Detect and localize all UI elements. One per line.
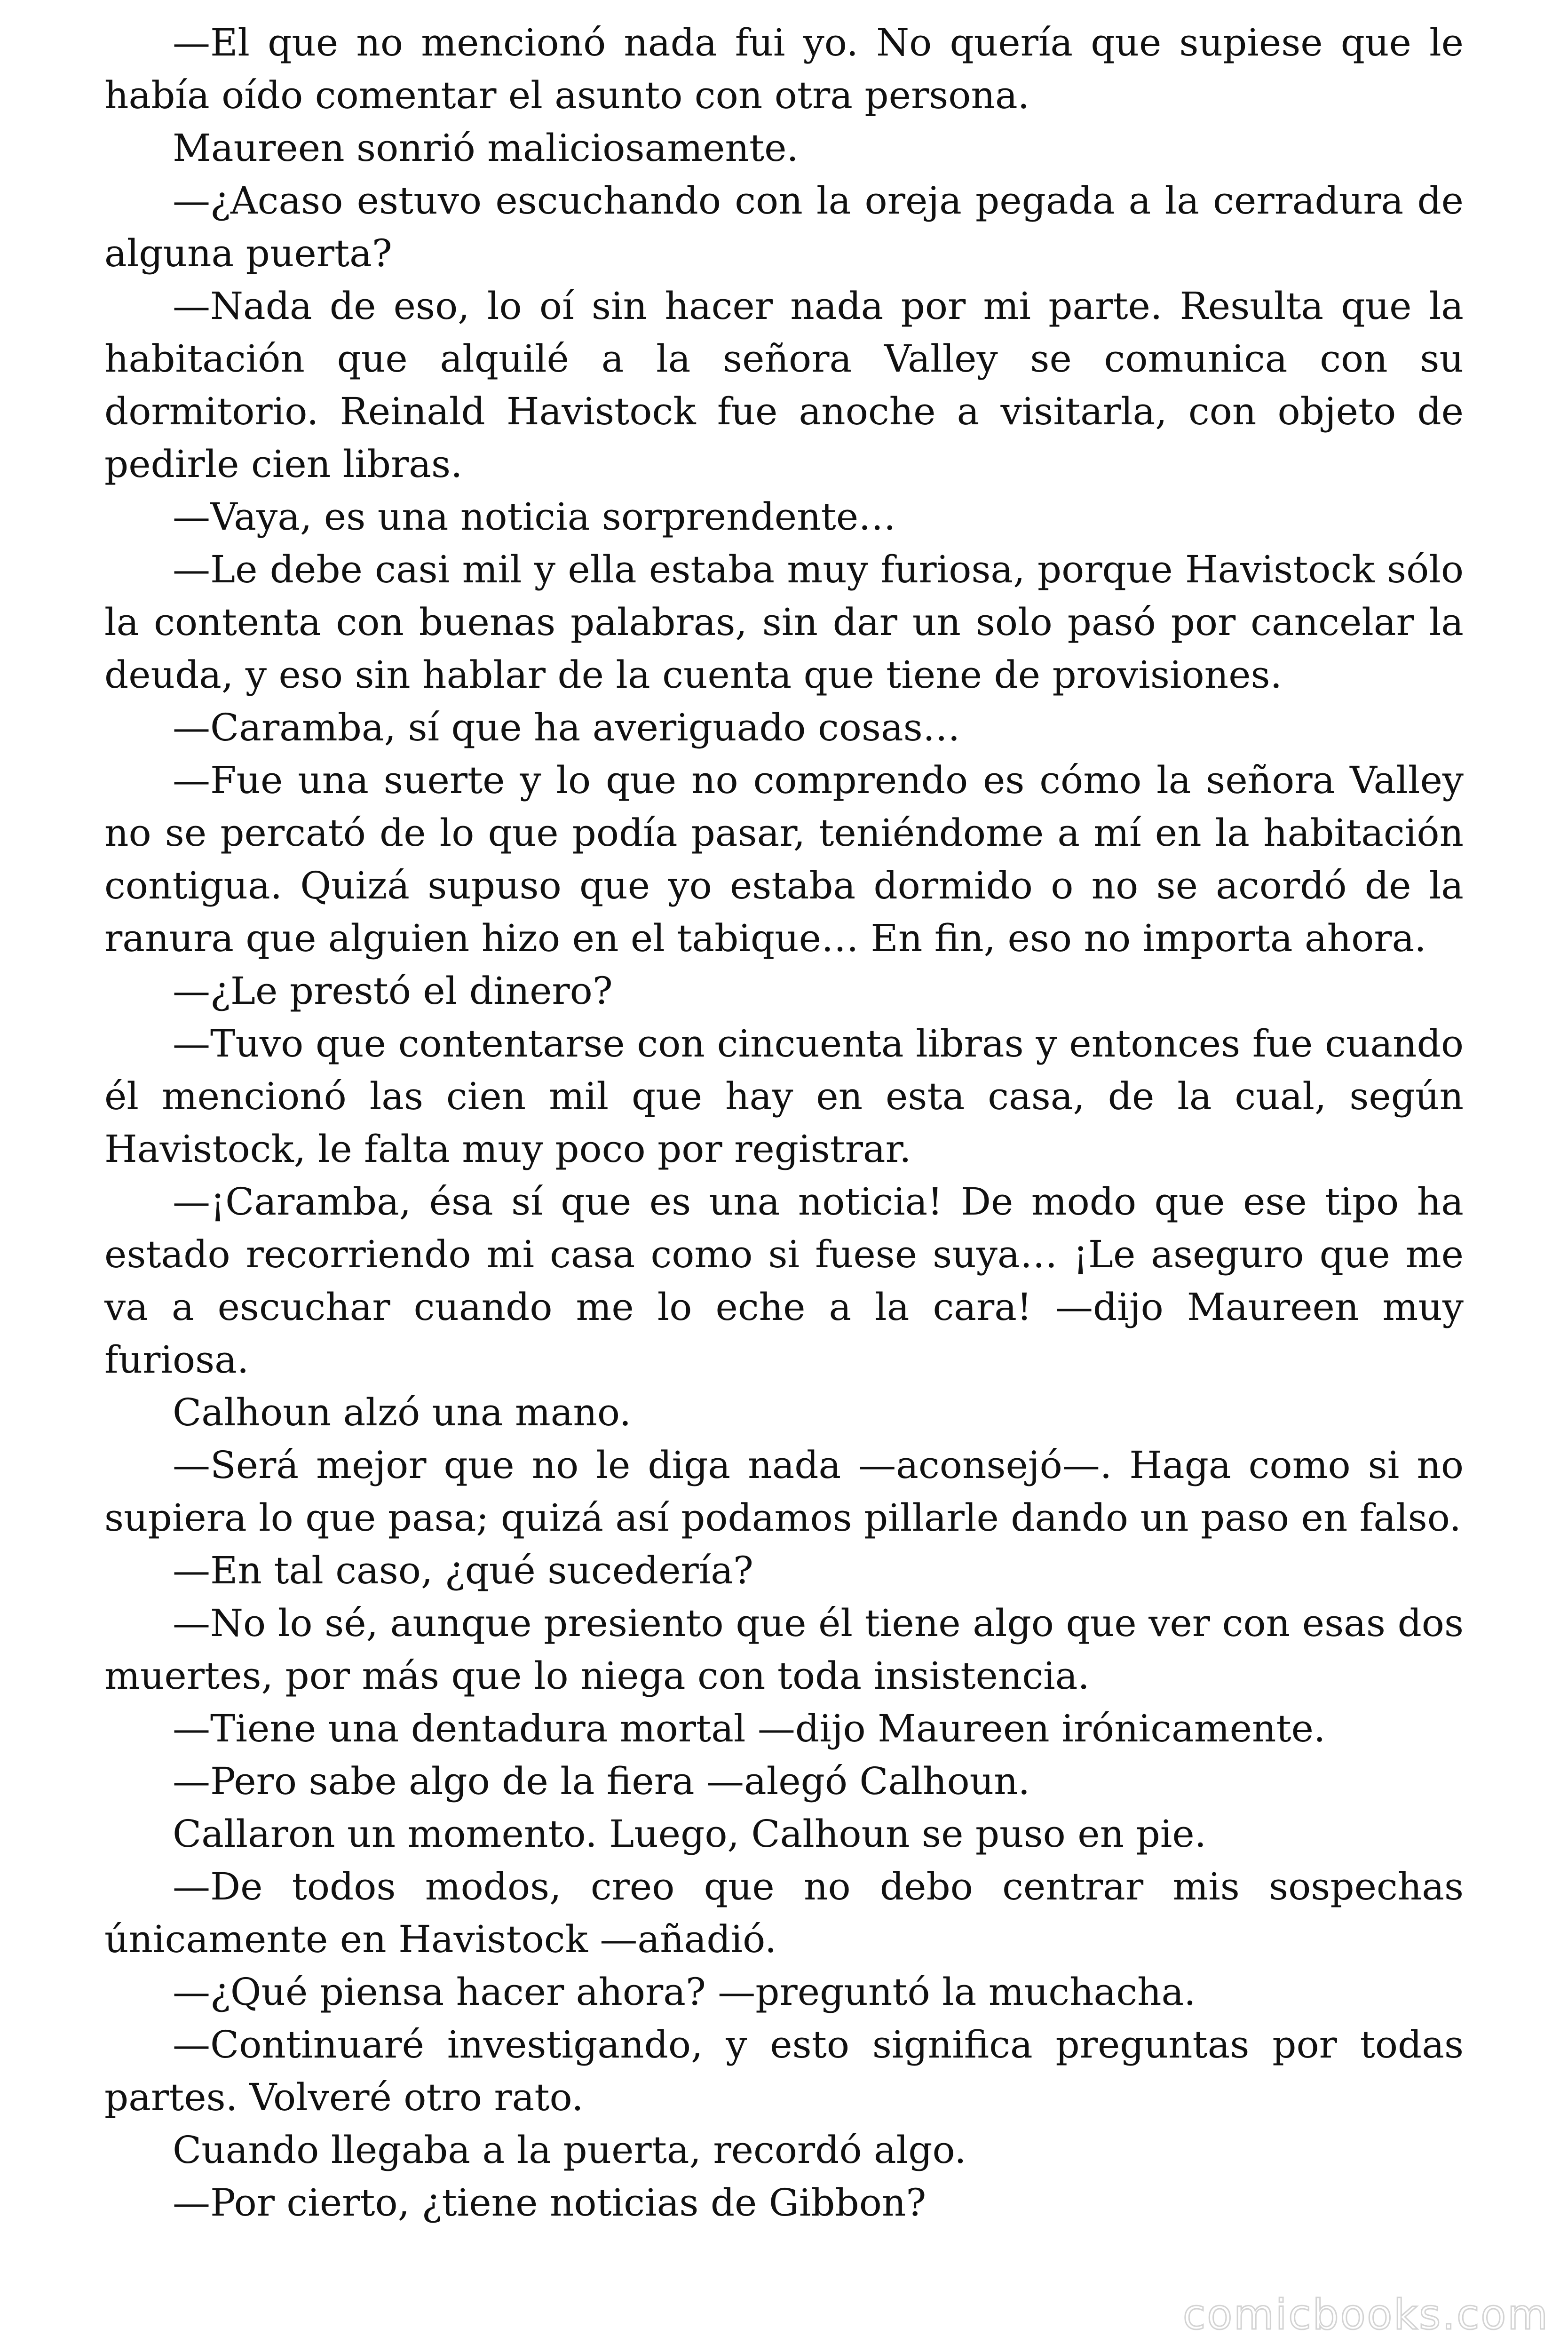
paragraph: —No lo sé, aunque presiento que él tiene algo que ver con esas dos muertes, por más que lo niega con toda insistencia. [104, 1601, 1464, 1698]
paragraph: —Será mejor que no le diga nada —aconsejó—. Haga como si no supiera lo que pasa; quizá así podamos pillarle dando un paso en falso. [104, 1443, 1464, 1540]
paragraph: —Caramba, sí que ha averiguado cosas… [173, 706, 960, 749]
paragraph: —¡Caramba, ésa sí que es una noticia! De modo que ese tipo ha estado recorriendo mi casa como si fuese suya… ¡Le aseguro que me va a escuchar cuando me lo eche a la cara! —dijo Maureen muy furiosa. [104, 1180, 1464, 1382]
paragraph: —Tuvo que contentarse con cincuenta libras y entonces fue cuando él mencionó las cien mil que hay en esta casa, de la cual, según Havistock, le falta muy poco por registrar. [104, 1022, 1464, 1171]
paragraph: Callaron un momento. Luego, Calhoun se puso en pie. [173, 1812, 1207, 1856]
paragraph: Calhoun alzó una mano. [173, 1391, 632, 1434]
watermark: comicbooks.com [1182, 2290, 1549, 2339]
paragraph: —Continuaré investigando, y esto significa preguntas por todas partes. Volveré otro rato. [104, 2023, 1464, 2119]
paragraph: —De todos modos, creo que no debo centrar mis sospechas únicamente en Havistock —añadió. [104, 1865, 1464, 1961]
paragraph: —Le debe casi mil y ella estaba muy furiosa, porque Havistock sólo la contenta con buenas palabras, sin dar un solo pasó por cancelar la deuda, y eso sin hablar de la cuenta que tiene de provisiones. [104, 548, 1464, 697]
paragraph: —Pero sabe algo de la fiera —alegó Calhoun. [173, 1759, 1030, 1803]
body-text [104, 16, 1464, 2229]
paragraph: Maureen sonrió maliciosamente. [173, 126, 799, 170]
paragraph: —Fue una suerte y lo que no comprendo es cómo la señora Valley no se percató de lo que podía pasar, teniéndome a mí en la habitación contigua. Quizá supuso que yo estaba dormido o no se acordó de la ranura que alguien hizo en el tabique… En fin, eso no importa ahora. [104, 758, 1464, 960]
paragraph: —El que no mencionó nada fui yo. No quería que supiese que le había oído comentar el asunto con otra persona. [104, 21, 1464, 117]
paragraph: —¿Qué piensa hacer ahora? —preguntó la muchacha. [173, 1970, 1196, 2014]
paragraph: —¿Le prestó el dinero? [173, 969, 613, 1013]
paragraph: —Por cierto, ¿tiene noticias de Gibbon? [173, 2181, 927, 2225]
paragraph: —Vaya, es una noticia sorprendente… [173, 495, 896, 539]
paragraph: —¿Acaso estuvo escuchando con la oreja pegada a la cerradura de alguna puerta? [104, 179, 1464, 275]
paragraph: Cuando llegaba a la puerta, recordó algo. [173, 2128, 966, 2172]
paragraph: —Nada de eso, lo oí sin hacer nada por mi parte. Resulta que la habitación que alquilé a la señora Valley se comunica con su dormitorio. Reinald Havistock fue anoche a visitarla, con objeto de pedirle cien libras. [104, 284, 1464, 486]
paragraph: —En tal caso, ¿qué sucedería? [173, 1549, 753, 1592]
paragraph: —Tiene una dentadura mortal —dijo Maureen irónicamente. [173, 1707, 1326, 1750]
